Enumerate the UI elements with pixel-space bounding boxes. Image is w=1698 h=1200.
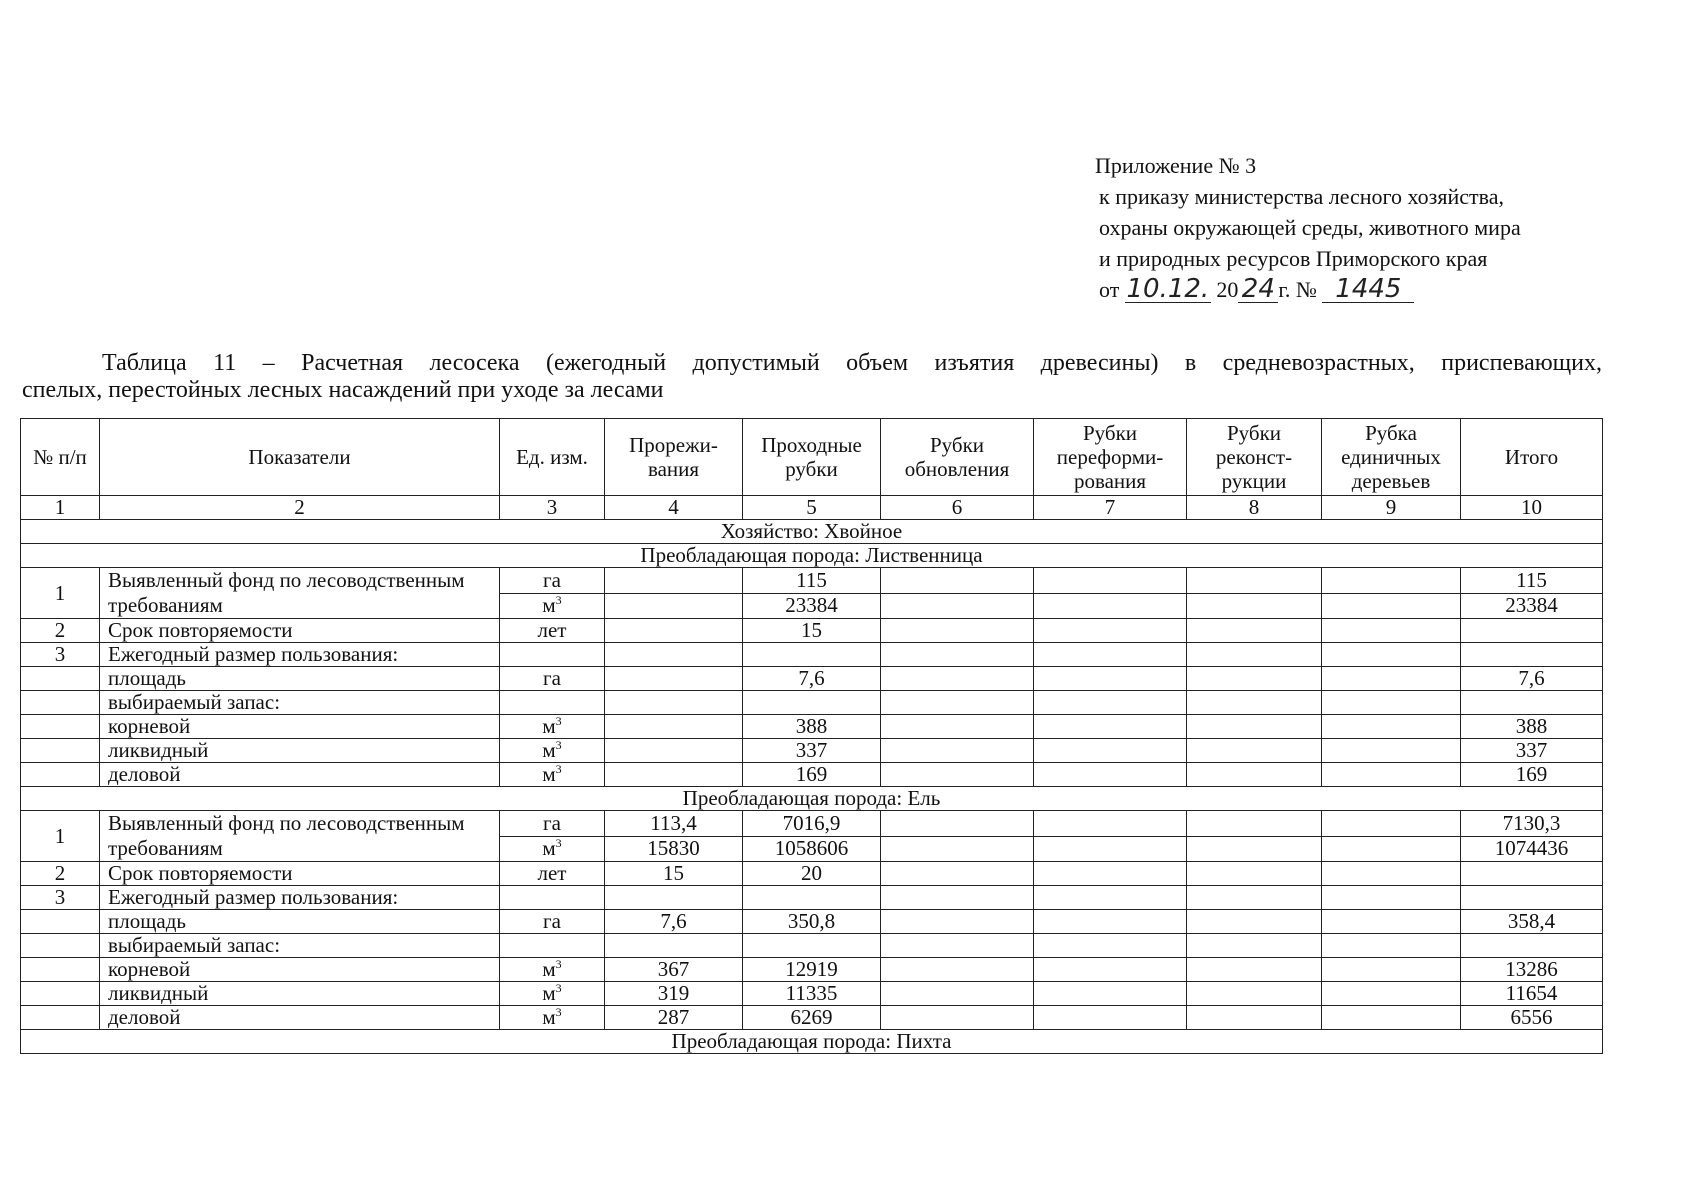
total-cell: 23384 bbox=[1461, 593, 1603, 619]
value-cell: 11335 bbox=[743, 982, 881, 1006]
col-number: 2 bbox=[100, 496, 500, 520]
unit-cell bbox=[500, 958, 605, 982]
empty-cell bbox=[881, 862, 1034, 886]
empty-cell bbox=[1187, 643, 1322, 667]
appendix-title: Приложение № 3 bbox=[1095, 153, 1257, 178]
total-cell: 358,4 bbox=[1461, 910, 1603, 934]
empty-cell bbox=[1187, 958, 1322, 982]
unit-cell bbox=[500, 1006, 605, 1030]
row-name: выбираемый запас: bbox=[100, 934, 500, 958]
empty-cell bbox=[1034, 619, 1187, 643]
value-cell: 350,8 bbox=[743, 910, 881, 934]
value-cell: 367 bbox=[605, 958, 743, 982]
col-number: 4 bbox=[605, 496, 743, 520]
row-number: 1 bbox=[21, 811, 100, 862]
unit-text: м bbox=[542, 593, 556, 618]
section-title: Преобладающая порода: Пихта bbox=[21, 1030, 1603, 1054]
value-cell: 15 bbox=[743, 619, 881, 643]
table-row bbox=[21, 862, 1603, 886]
unit-text: м bbox=[542, 762, 556, 786]
value-cell bbox=[605, 715, 743, 739]
value-cell: 12919 bbox=[743, 958, 881, 982]
handwritten-year: 24 bbox=[1238, 276, 1278, 303]
unit-cell bbox=[500, 982, 605, 1006]
empty-cell bbox=[1187, 593, 1322, 619]
value-cell bbox=[605, 739, 743, 763]
empty-cell bbox=[1461, 691, 1603, 715]
empty-cell bbox=[1187, 715, 1322, 739]
unit-cell: га bbox=[500, 910, 605, 934]
empty-cell bbox=[1034, 811, 1187, 837]
empty-cell bbox=[1322, 811, 1461, 837]
unit-sup: 3 bbox=[555, 738, 562, 752]
empty-cell bbox=[1187, 811, 1322, 837]
empty-cell bbox=[881, 763, 1034, 787]
empty-cell bbox=[881, 691, 1034, 715]
header-cell: Прорежи-вания bbox=[605, 419, 743, 496]
row-name: площадь bbox=[100, 667, 500, 691]
empty-cell bbox=[743, 886, 881, 910]
year-prefix: 20 bbox=[1216, 277, 1239, 302]
row-name: корневой bbox=[100, 958, 500, 982]
unit-cell bbox=[500, 715, 605, 739]
row-name: деловой bbox=[100, 763, 500, 787]
header-cell: Рубки переформи-рования bbox=[1034, 419, 1187, 496]
appendix-line: охраны окружающей среды, животного мира bbox=[1099, 215, 1521, 240]
empty-cell bbox=[1034, 1006, 1187, 1030]
empty-cell bbox=[881, 643, 1034, 667]
empty-cell bbox=[1322, 739, 1461, 763]
unit-text: м bbox=[542, 738, 556, 762]
section-row bbox=[21, 1030, 1603, 1054]
row-number: 2 bbox=[21, 862, 100, 886]
empty-cell bbox=[1322, 886, 1461, 910]
empty-cell bbox=[1034, 763, 1187, 787]
total-cell: 388 bbox=[1461, 715, 1603, 739]
empty-cell bbox=[1461, 886, 1603, 910]
col-number: 1 bbox=[21, 496, 100, 520]
header-cell: Рубки реконст-рукции bbox=[1187, 419, 1322, 496]
table-row bbox=[21, 619, 1603, 643]
header-cell: Ед. изм. bbox=[500, 419, 605, 496]
value-cell: 1058606 bbox=[743, 836, 881, 862]
table-row bbox=[21, 982, 1603, 1006]
value-cell bbox=[605, 568, 743, 594]
unit-sup: 3 bbox=[555, 714, 562, 728]
row-name: выбираемый запас: bbox=[100, 691, 500, 715]
row-name: Выявленный фонд по лесоводственным требованиям bbox=[100, 811, 500, 862]
empty-cell bbox=[743, 934, 881, 958]
value-cell: 20 bbox=[743, 862, 881, 886]
value-cell: 337 bbox=[743, 739, 881, 763]
empty-cell bbox=[500, 886, 605, 910]
unit-sup: 3 bbox=[555, 957, 562, 971]
value-cell: 169 bbox=[743, 763, 881, 787]
empty-cell bbox=[1322, 763, 1461, 787]
col-number: 10 bbox=[1461, 496, 1603, 520]
column-number-row bbox=[21, 496, 1603, 520]
table-row bbox=[21, 691, 1603, 715]
empty-cell bbox=[1034, 886, 1187, 910]
section-title: Преобладающая порода: Ель bbox=[21, 787, 1603, 811]
empty-cell bbox=[1322, 593, 1461, 619]
unit-text: м bbox=[542, 981, 556, 1005]
table-row bbox=[21, 763, 1603, 787]
row-number: 3 bbox=[21, 643, 100, 667]
empty-cell bbox=[605, 691, 743, 715]
table-row bbox=[21, 715, 1603, 739]
empty-cell bbox=[1187, 667, 1322, 691]
empty-cell bbox=[605, 643, 743, 667]
col-number: 5 bbox=[743, 496, 881, 520]
section-row bbox=[21, 544, 1603, 568]
unit-cell bbox=[500, 763, 605, 787]
empty-cell bbox=[743, 643, 881, 667]
empty-cell bbox=[1034, 739, 1187, 763]
appendix-block bbox=[1095, 150, 1521, 305]
section-row bbox=[21, 787, 1603, 811]
empty-cell bbox=[1187, 862, 1322, 886]
table-row bbox=[21, 886, 1603, 910]
unit-sup: 3 bbox=[555, 593, 562, 608]
value-cell: 7,6 bbox=[743, 667, 881, 691]
empty-cell bbox=[1322, 910, 1461, 934]
appendix-date-line bbox=[1095, 274, 1521, 305]
empty-cell bbox=[21, 1006, 100, 1030]
header-cell: Проходные рубки bbox=[743, 419, 881, 496]
empty-cell bbox=[881, 593, 1034, 619]
value-cell: 7,6 bbox=[605, 910, 743, 934]
unit-sup: 3 bbox=[555, 762, 562, 776]
empty-cell bbox=[1187, 886, 1322, 910]
total-cell bbox=[1461, 619, 1603, 643]
handwritten-date: 10.12. bbox=[1126, 274, 1210, 304]
table-row bbox=[21, 811, 1603, 837]
ot-label: от bbox=[1099, 277, 1120, 302]
unit-cell: лет bbox=[500, 862, 605, 886]
empty-cell bbox=[500, 934, 605, 958]
empty-cell bbox=[1187, 1006, 1322, 1030]
total-cell: 7130,3 bbox=[1461, 811, 1603, 837]
empty-cell bbox=[1461, 643, 1603, 667]
empty-cell bbox=[881, 619, 1034, 643]
row-name: ликвидный bbox=[100, 982, 500, 1006]
header-cell: Рубки обновления bbox=[881, 419, 1034, 496]
header-cell: Рубка единичных деревьев bbox=[1322, 419, 1461, 496]
empty-cell bbox=[1034, 593, 1187, 619]
empty-cell bbox=[881, 958, 1034, 982]
empty-cell bbox=[881, 739, 1034, 763]
total-cell: 169 bbox=[1461, 763, 1603, 787]
unit-cell bbox=[500, 739, 605, 763]
empty-cell bbox=[21, 691, 100, 715]
empty-cell bbox=[1187, 934, 1322, 958]
table-row bbox=[21, 934, 1603, 958]
empty-cell bbox=[21, 982, 100, 1006]
row-name: Выявленный фонд по лесоводственным требованиям bbox=[100, 568, 500, 619]
empty-cell bbox=[1034, 568, 1187, 594]
farm-title: Хозяйство: Хвойное bbox=[21, 520, 1603, 544]
empty-cell bbox=[881, 667, 1034, 691]
value-cell bbox=[605, 593, 743, 619]
total-cell bbox=[1461, 862, 1603, 886]
col-number: 9 bbox=[1322, 496, 1461, 520]
empty-cell bbox=[1322, 619, 1461, 643]
empty-cell bbox=[500, 691, 605, 715]
unit-cell: га bbox=[500, 811, 605, 837]
empty-cell bbox=[881, 982, 1034, 1006]
empty-cell bbox=[1322, 934, 1461, 958]
header-row bbox=[21, 419, 1603, 496]
unit-cell bbox=[500, 593, 605, 619]
empty-cell bbox=[21, 934, 100, 958]
empty-cell bbox=[1322, 691, 1461, 715]
empty-cell bbox=[881, 934, 1034, 958]
col-number: 3 bbox=[500, 496, 605, 520]
unit-sup: 3 bbox=[555, 1005, 562, 1019]
col-number: 8 bbox=[1187, 496, 1322, 520]
table-row bbox=[21, 739, 1603, 763]
value-cell: 388 bbox=[743, 715, 881, 739]
empty-cell bbox=[1187, 739, 1322, 763]
empty-cell bbox=[1034, 715, 1187, 739]
table-row bbox=[21, 1006, 1603, 1030]
empty-cell bbox=[1187, 691, 1322, 715]
table-row bbox=[21, 958, 1603, 982]
empty-cell bbox=[1322, 643, 1461, 667]
empty-cell bbox=[1034, 934, 1187, 958]
value-cell: 7016,9 bbox=[743, 811, 881, 837]
empty-cell bbox=[1034, 910, 1187, 934]
handwritten-number: 1445 bbox=[1322, 276, 1414, 303]
value-cell: 23384 bbox=[743, 593, 881, 619]
empty-cell bbox=[881, 568, 1034, 594]
empty-cell bbox=[1034, 862, 1187, 886]
empty-cell bbox=[881, 836, 1034, 862]
empty-cell bbox=[605, 934, 743, 958]
empty-cell bbox=[1187, 568, 1322, 594]
unit-cell: лет bbox=[500, 619, 605, 643]
row-name: Срок повторяемости bbox=[100, 619, 500, 643]
unit-text: м bbox=[542, 1005, 556, 1029]
header-cell: Показатели bbox=[100, 419, 500, 496]
header-cell: № п/п bbox=[21, 419, 100, 496]
empty-cell bbox=[881, 715, 1034, 739]
empty-cell bbox=[21, 667, 100, 691]
farm-row bbox=[21, 520, 1603, 544]
number-label: г. № bbox=[1278, 277, 1317, 302]
empty-cell bbox=[21, 958, 100, 982]
row-name: Ежегодный размер пользования: bbox=[100, 886, 500, 910]
empty-cell bbox=[21, 715, 100, 739]
empty-cell bbox=[21, 739, 100, 763]
total-cell: 337 bbox=[1461, 739, 1603, 763]
empty-cell bbox=[1034, 958, 1187, 982]
empty-cell bbox=[21, 763, 100, 787]
row-name: Срок повторяемости bbox=[100, 862, 500, 886]
appendix-line: и природных ресурсов Приморского края bbox=[1099, 246, 1488, 271]
empty-cell bbox=[881, 1006, 1034, 1030]
unit-sup: 3 bbox=[555, 981, 562, 995]
value-cell bbox=[605, 619, 743, 643]
empty-cell bbox=[1034, 982, 1187, 1006]
harvest-table bbox=[20, 418, 1603, 1054]
empty-cell bbox=[1187, 763, 1322, 787]
table-row bbox=[21, 643, 1603, 667]
empty-cell bbox=[1187, 619, 1322, 643]
table-row bbox=[21, 568, 1603, 594]
empty-cell bbox=[605, 886, 743, 910]
table-row bbox=[21, 910, 1603, 934]
empty-cell bbox=[1322, 568, 1461, 594]
table-row bbox=[21, 667, 1603, 691]
unit-cell bbox=[500, 836, 605, 862]
row-name: корневой bbox=[100, 715, 500, 739]
empty-cell bbox=[1187, 982, 1322, 1006]
table-caption bbox=[22, 350, 1602, 404]
value-cell: 319 bbox=[605, 982, 743, 1006]
empty-cell bbox=[1034, 667, 1187, 691]
value-cell: 287 bbox=[605, 1006, 743, 1030]
row-number: 3 bbox=[21, 886, 100, 910]
unit-sup: 3 bbox=[555, 836, 562, 851]
unit-text: м bbox=[542, 714, 556, 738]
col-number: 7 bbox=[1034, 496, 1187, 520]
empty-cell bbox=[1187, 836, 1322, 862]
unit-cell: га bbox=[500, 667, 605, 691]
empty-cell bbox=[1461, 934, 1603, 958]
empty-cell bbox=[881, 886, 1034, 910]
unit-cell: га bbox=[500, 568, 605, 594]
header-cell: Итого bbox=[1461, 419, 1603, 496]
section-title: Преобладающая порода: Лиственница bbox=[21, 544, 1603, 568]
empty-cell bbox=[1322, 836, 1461, 862]
col-number: 6 bbox=[881, 496, 1034, 520]
row-name: площадь bbox=[100, 910, 500, 934]
empty-cell bbox=[881, 811, 1034, 837]
empty-cell bbox=[21, 910, 100, 934]
empty-cell bbox=[1187, 910, 1322, 934]
empty-cell bbox=[881, 910, 1034, 934]
value-cell: 115 bbox=[743, 568, 881, 594]
empty-cell bbox=[743, 691, 881, 715]
caption-line-1: Таблица 11 – Расчетная лесосека (ежегодный допустимый объем изъятия древесины) в средневозрастных, приспевающих, bbox=[102, 350, 1602, 376]
appendix-line: к приказу министерства лесного хозяйства, bbox=[1099, 184, 1505, 209]
empty-cell bbox=[1322, 982, 1461, 1006]
value-cell: 6269 bbox=[743, 1006, 881, 1030]
unit-text: м bbox=[542, 836, 556, 861]
total-cell: 13286 bbox=[1461, 958, 1603, 982]
empty-cell bbox=[1034, 643, 1187, 667]
value-cell: 15830 bbox=[605, 836, 743, 862]
value-cell bbox=[605, 667, 743, 691]
empty-cell bbox=[1322, 667, 1461, 691]
total-cell: 115 bbox=[1461, 568, 1603, 594]
total-cell: 11654 bbox=[1461, 982, 1603, 1006]
value-cell: 113,4 bbox=[605, 811, 743, 837]
total-cell: 7,6 bbox=[1461, 667, 1603, 691]
row-number: 1 bbox=[21, 568, 100, 619]
empty-cell bbox=[1322, 862, 1461, 886]
empty-cell bbox=[1322, 958, 1461, 982]
caption-line-2: спелых, перестойных лесных насаждений при уходе за лесами bbox=[22, 377, 664, 403]
total-cell: 6556 bbox=[1461, 1006, 1603, 1030]
empty-cell bbox=[1322, 715, 1461, 739]
row-name: Ежегодный размер пользования: bbox=[100, 643, 500, 667]
total-cell: 1074436 bbox=[1461, 836, 1603, 862]
row-name: деловой bbox=[100, 1006, 500, 1030]
value-cell: 15 bbox=[605, 862, 743, 886]
row-number: 2 bbox=[21, 619, 100, 643]
empty-cell bbox=[1034, 836, 1187, 862]
value-cell bbox=[605, 763, 743, 787]
row-name: ликвидный bbox=[100, 739, 500, 763]
empty-cell bbox=[1322, 1006, 1461, 1030]
empty-cell bbox=[500, 643, 605, 667]
empty-cell bbox=[1034, 691, 1187, 715]
unit-text: м bbox=[542, 957, 556, 981]
